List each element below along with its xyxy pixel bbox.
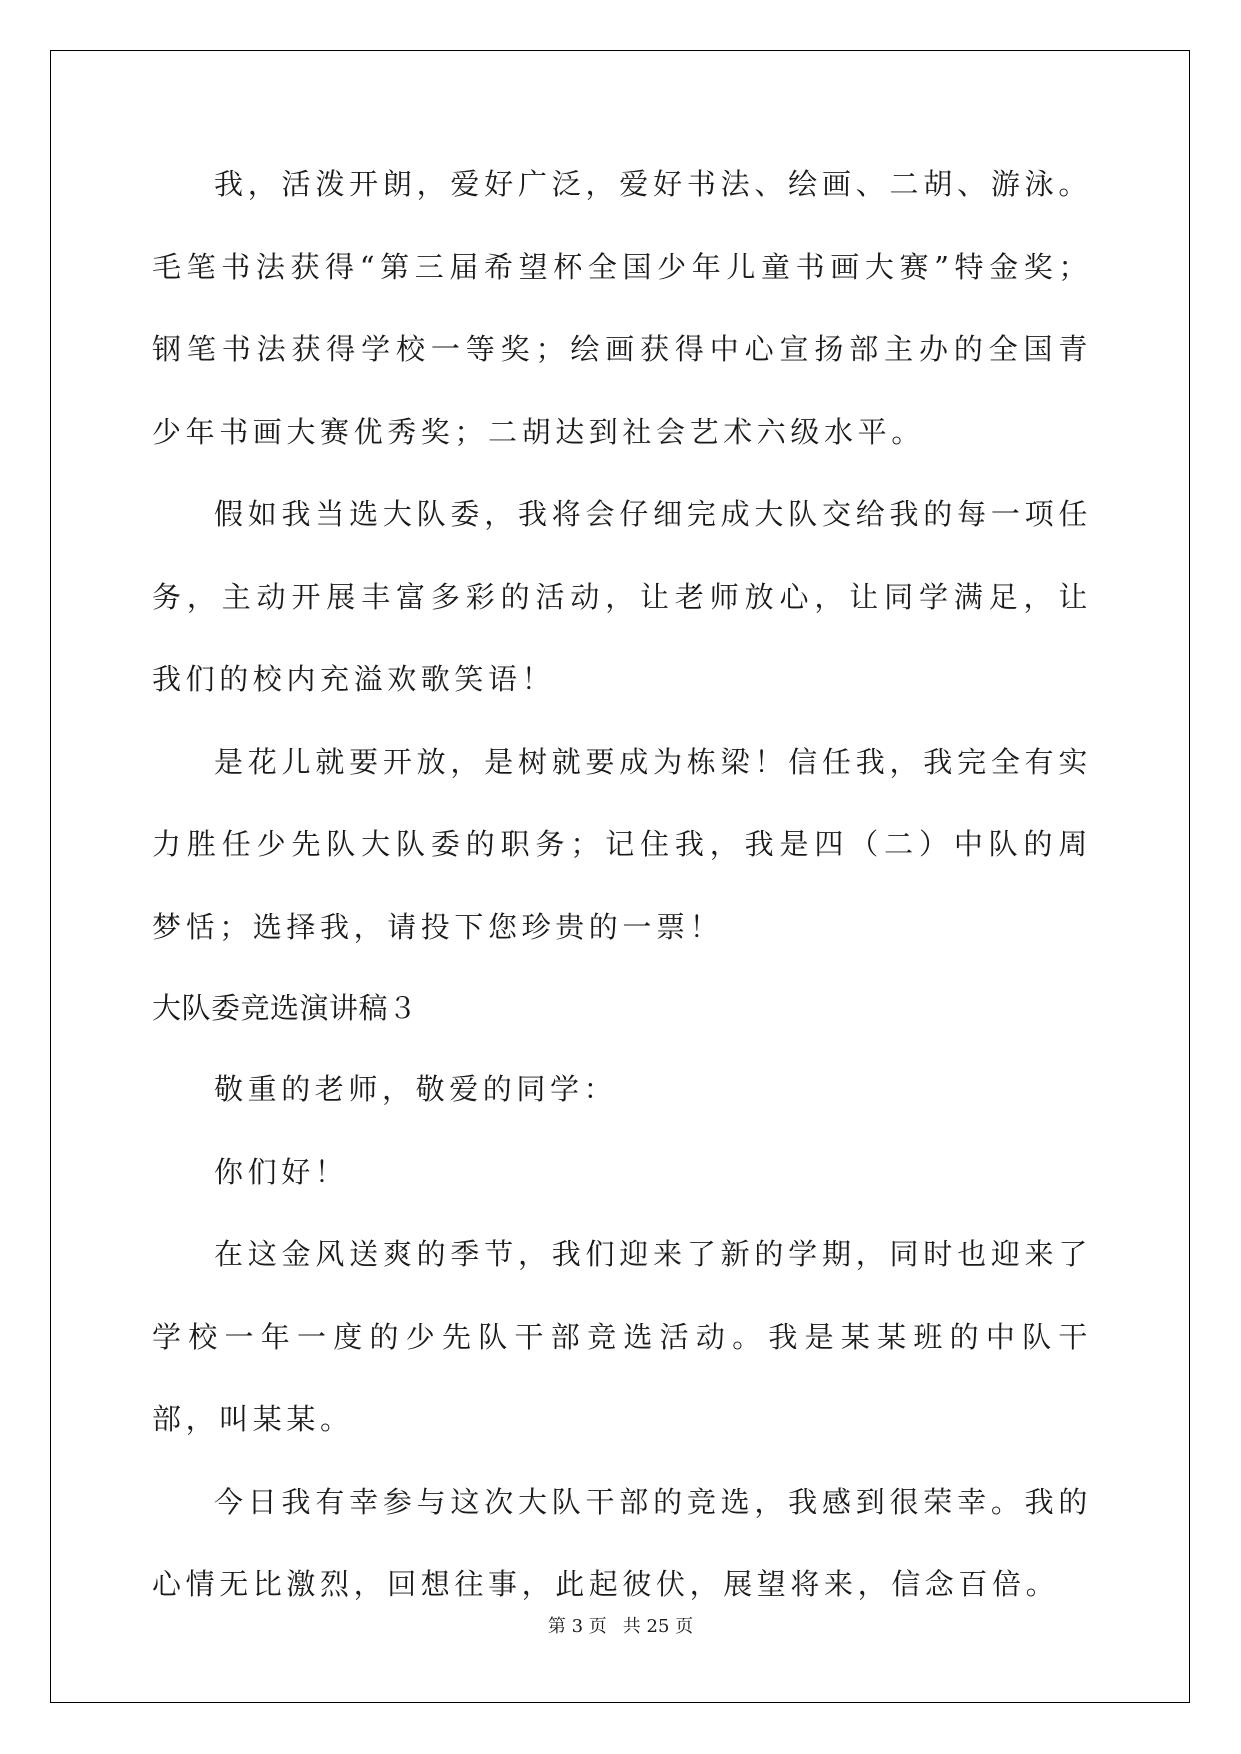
paragraph-vote-appeal: 是花儿就要开放，是树就要成为栋梁！信任我，我完全有实力胜任少先队大队委的职务；记住我，我是四（二）中队的周梦恬；选择我，请投下您珍贵的一票！ [152, 744, 1092, 944]
paragraph-salutation: 敬重的老师，敬爱的同学： [214, 1072, 618, 1106]
paragraph-intro: 在这金风送爽的季节，我们迎来了新的学期，同时也迎来了学校一年一度的少先队干部竞选活动。我是某某班的中队干部，叫某某。 [152, 1237, 1092, 1436]
paragraph-greeting: 你们好！ [214, 1154, 349, 1189]
paragraph-promise: 假如我当选大队委，我将会仔细完成大队交给我的每一项任务，主动开展丰富多彩的活动，让老师放心，让同学满足，让我们的校内充溢欢歌笑语！ [152, 497, 1092, 696]
page-footer [0, 1612, 1241, 1638]
document-body [152, 160, 1092, 1626]
paragraph-feelings: 今日我有幸参与这次大队干部的竞选，我感到很荣幸。我的心情无比激烈，回想往事，此起彼伏，展望将来，信念百倍。 [152, 1484, 1092, 1601]
section-title: 大队委竞选演讲稿３ [152, 991, 418, 1025]
page-number: 第 3 页 [547, 1616, 607, 1637]
paragraph-hobbies: 我，活泼开朗，爱好广泛，爱好书法、绘画、二胡、游泳。毛笔书法获得“第三届希望杯全国少年儿童书画大赛”特金奖；钢笔书法获得学校一等奖；绘画获得中心宣扬部主办的全国青少年书画大赛优秀奖；二胡达到社会艺术六级水平。 [152, 167, 1092, 449]
page-total: 共 25 页 [622, 1616, 694, 1637]
